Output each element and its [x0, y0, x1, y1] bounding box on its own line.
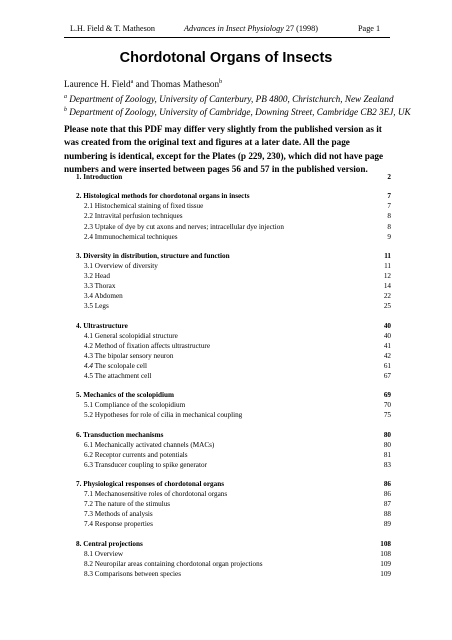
toc-entry-title: 4.1 General scolopidial structure: [84, 331, 178, 340]
toc-section: [76, 479, 391, 489]
toc-subsection: [76, 400, 391, 410]
toc-entry-title: 8. Central projections: [76, 539, 143, 548]
toc-entry-page: 8: [387, 222, 391, 231]
toc-entry-page: 109: [380, 569, 391, 578]
toc-subsection: [76, 559, 391, 569]
toc-entry-title: 5.1 Compliance of the scolopidium: [84, 401, 186, 410]
journal-name: Advances in Insect Physiology: [184, 24, 284, 33]
toc-entry-title: 3.1 Overview of diversity: [84, 261, 158, 270]
toc-entry-page: 89: [383, 520, 391, 529]
toc-entry-title: 5.2 Hypotheses for role of cilia in mechanical coupling: [84, 411, 243, 420]
author-join: and Thomas Matheson: [133, 79, 220, 89]
toc-entry-page: 67: [383, 371, 391, 380]
affiliation-b-marker: b: [64, 106, 67, 113]
toc-entry-title: 7.2 The nature of the stimulus: [84, 500, 171, 509]
toc-subsection: [76, 460, 391, 470]
toc-subsection: [76, 232, 391, 242]
toc-subsection: [76, 371, 391, 381]
toc-entry-title: 4.2 Method of fixation affects ultrastructure: [84, 341, 211, 350]
toc-entry-page: 12: [383, 272, 391, 280]
toc-entry-title: 6.3 Transducer coupling to spike generator: [84, 460, 207, 469]
toc-subsection: [76, 499, 391, 509]
toc-entry-title: 8.3 Comparisons between species: [84, 569, 182, 578]
toc-entry-page: 7: [387, 192, 391, 201]
toc-entry-page: 40: [383, 331, 391, 340]
header-author: L.H. Field & T. Matheson: [70, 24, 155, 33]
document-title: Chordotonal Organs of Insects: [119, 50, 333, 66]
toc-entry-title: 7. Physiological responses of chordotonal organs: [76, 480, 225, 489]
toc-entry-title: 5. Mechanics of the scolopidium: [76, 391, 175, 400]
toc-subsection: [76, 201, 391, 211]
toc-entry-title: 7.4 Response properties: [84, 520, 153, 529]
toc-section: [76, 430, 391, 440]
toc-entry-title: 1. Introduction: [76, 173, 123, 181]
toc-entry-title: 6.2 Receptor currents and potentials: [84, 450, 188, 459]
toc-entry-title: 8.2 Neuropilar areas containing chordotonal organ projections: [84, 559, 263, 568]
toc-entry-page: 42: [383, 351, 391, 360]
toc-subsection: [76, 281, 391, 291]
toc-entry-title: 2.2 Intravital perfusion techniques: [84, 212, 183, 221]
toc-entry-title: 3.3 Thorax: [84, 282, 116, 291]
author-1-marker: a: [130, 78, 134, 85]
toc-entry-title: 8.1 Overview: [84, 549, 124, 558]
toc-subsection: [76, 440, 391, 450]
toc-subsection: [76, 519, 391, 529]
toc-entry-page: 80: [383, 440, 391, 449]
toc-entry-title: 3.4 Abdomen: [84, 292, 123, 301]
toc-entry-page: 7: [387, 202, 391, 211]
toc-entry-title: 3. Diversity in distribution, structure and function: [76, 251, 230, 260]
toc-subsection: [76, 410, 391, 420]
author-2-marker: b: [219, 78, 223, 85]
toc-section: [76, 390, 391, 400]
toc-entry-page: 80: [383, 430, 391, 439]
header-page-number: Page 1: [358, 24, 381, 33]
toc-entry-title: 6. Transduction mechanisms: [76, 430, 164, 439]
affiliation-a-marker: a: [64, 93, 67, 100]
toc-section: [76, 191, 391, 201]
toc-subsection: [76, 450, 391, 460]
affiliation-a-text: Department of Zoology, University of Canterbury, PB 4800, Christchurch, New Zealand: [67, 94, 394, 104]
toc-entry-title: 2. Histological methods for chordotonal organs in insects: [76, 192, 250, 201]
toc-subsection: [76, 341, 391, 351]
toc-entry-title: 2.3 Uptake of dye by cut axons and nerves; intracellular dye injection: [84, 222, 284, 231]
toc-entry-title: 4.3 The bipolar sensory neuron: [84, 351, 174, 360]
toc-entry-page: 69: [383, 391, 391, 400]
toc-subsection: [76, 361, 391, 371]
toc-subsection: [76, 489, 391, 499]
toc-entry-page: 14: [383, 282, 391, 291]
toc-subsection: [76, 222, 391, 232]
header-rule: [64, 37, 390, 38]
toc-entry-page: 8: [387, 212, 391, 221]
toc-entry-title: 6.1 Mechanically activated channels (MACs): [84, 440, 215, 449]
toc-entry-page: 108: [380, 549, 391, 558]
toc-entry-page: 25: [383, 302, 391, 311]
toc-subsection: [76, 569, 391, 579]
toc-entry-page: 86: [383, 480, 391, 489]
toc-entry-page: 81: [383, 450, 391, 459]
toc-entry-page: 40: [383, 321, 391, 330]
toc-section: [76, 251, 391, 261]
toc-entry-page: 88: [383, 510, 391, 519]
toc-entry-title: 7.1 Mechanosensitive roles of chordotonal organs: [84, 490, 228, 499]
toc-subsection: [76, 271, 391, 281]
toc-entry-page: 109: [380, 559, 391, 568]
author-line: [64, 79, 222, 89]
toc-entry-page: 41: [383, 341, 391, 350]
toc-entry-page: 75: [383, 411, 391, 420]
toc-section: [76, 172, 391, 182]
toc-entry-page: 22: [383, 292, 391, 301]
toc-subsection: [76, 301, 391, 311]
toc-section: [76, 539, 391, 549]
toc-subsection: [76, 261, 391, 271]
toc-entry-title: 4.4 The scolopale cell: [84, 361, 147, 370]
toc-entry-title: 3.5 Legs: [84, 302, 109, 311]
version-note: Please note that this PDF may differ very slightly from the published version as it was created from the original text and figures at a later date. All the page numbering is identical, except for the Plates (p 229, 230), which did not have page numbers and were inserted between pages 56 and 57 in the published version.: [64, 124, 384, 174]
toc-entry-title: 3.2 Head: [84, 272, 110, 280]
author-1: Laurence H. Field: [64, 79, 131, 89]
toc-entry-title: 4.5 The attachment cell: [84, 371, 152, 380]
affiliation-a: [64, 94, 394, 104]
toc-subsection: [76, 351, 391, 361]
affiliation-b: [64, 107, 411, 117]
toc-entry-page: 61: [383, 361, 391, 370]
toc-entry-title: 4. Ultrastructure: [76, 321, 128, 330]
toc-entry-page: 11: [384, 261, 391, 270]
affiliation-b-text: Department of Zoology, University of Cambridge, Downing Street, Cambridge CB2 3EJ, UK: [67, 107, 411, 117]
toc-entry-page: 108: [380, 539, 391, 548]
toc-entry-page: 2: [387, 173, 391, 181]
toc-subsection: [76, 291, 391, 301]
toc-entry-title: 2.1 Histochemical staining of fixed tissue: [84, 202, 204, 211]
toc-entry-page: 87: [383, 500, 391, 509]
toc-subsection: [76, 509, 391, 519]
toc-entry-title: 7.3 Methods of analysis: [84, 510, 153, 519]
journal-volume: 27 (1998): [285, 24, 318, 33]
toc-entry-page: 9: [387, 232, 391, 241]
toc-entry-title: 2.4 Immunochemical techniques: [84, 232, 178, 241]
toc-section: [76, 321, 391, 331]
toc-entry-page: 86: [383, 490, 391, 499]
toc-subsection: [76, 211, 391, 221]
toc-entry-page: 11: [384, 251, 391, 260]
toc-entry-page: 83: [383, 460, 391, 469]
toc-entry-page: 70: [383, 401, 391, 410]
header-journal: [184, 24, 318, 33]
toc-subsection: [76, 331, 391, 341]
toc-subsection: [76, 549, 391, 559]
